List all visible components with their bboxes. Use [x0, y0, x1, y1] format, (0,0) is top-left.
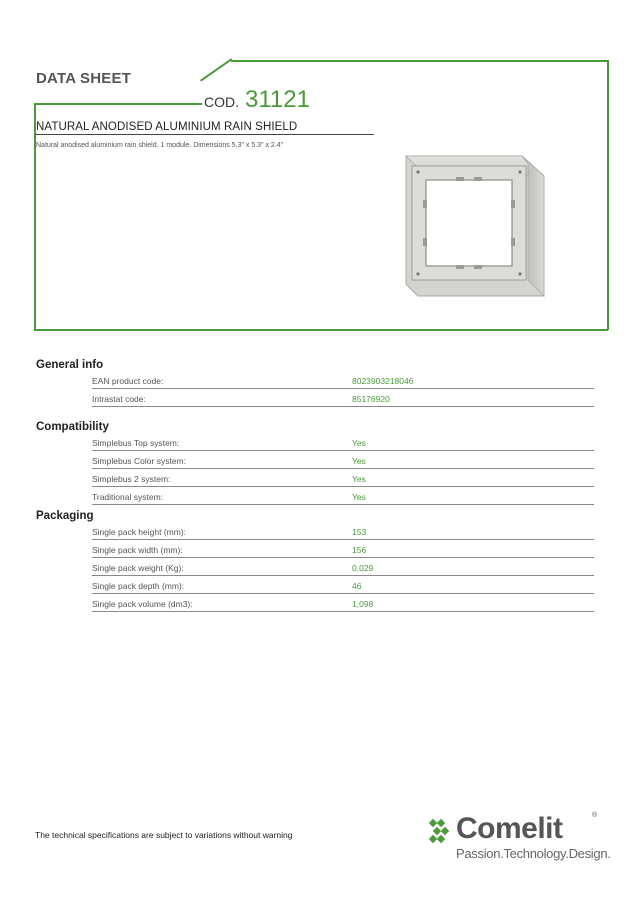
- spec-label: Simplebus Color system:: [92, 456, 187, 466]
- logo-registered-mark: ®: [592, 812, 598, 819]
- product-code: [204, 86, 310, 114]
- logo-wordmark: Comelit: [456, 812, 563, 845]
- spec-label: Single pack width (mm):: [92, 545, 183, 555]
- spec-label: Simplebus Top system:: [92, 438, 180, 448]
- product-image: [394, 150, 556, 310]
- spec-label: EAN product code:: [92, 376, 164, 386]
- spec-label: Single pack weight (Kg):: [92, 563, 184, 573]
- data-sheet-title: DATA SHEET: [36, 70, 132, 87]
- section-title: General info: [36, 359, 104, 371]
- spec-value: 156: [352, 545, 367, 555]
- frame-top-left: [34, 103, 202, 105]
- product-description: Natural anodised aluminium rain shield. 1 module. Dimensions 5.3" x 5.3" x 2.4": [36, 142, 284, 149]
- spec-value: Yes: [352, 492, 366, 502]
- spec-value: 153: [352, 527, 367, 537]
- cod-value: 31121: [245, 86, 310, 113]
- frame-top-right: [231, 60, 608, 62]
- spec-value: 1,098: [352, 599, 374, 609]
- frame-bottom: [34, 329, 608, 331]
- comelit-mark-icon: [426, 817, 456, 845]
- frame-diagonal: [200, 58, 232, 81]
- spec-row: [92, 598, 594, 612]
- spec-value: 8023903218046: [352, 376, 414, 386]
- spec-value: 0,029: [352, 563, 374, 573]
- spec-row: [92, 544, 594, 558]
- frame-left: [34, 103, 36, 330]
- footer-disclaimer: The technical specifications are subject to variations without warning: [35, 830, 293, 840]
- spec-row: [92, 393, 594, 407]
- spec-value: Yes: [352, 474, 366, 484]
- comelit-logo: [426, 812, 611, 862]
- spec-label: Single pack height (mm):: [92, 527, 187, 537]
- spec-row: [92, 473, 594, 487]
- spec-value: Yes: [352, 438, 366, 448]
- spec-row: [92, 375, 594, 389]
- spec-label: Traditional system:: [92, 492, 164, 502]
- product-title: NATURAL ANODISED ALUMINIUM RAIN SHIELD: [36, 121, 298, 133]
- spec-row: [92, 526, 594, 540]
- spec-value: 46: [352, 581, 362, 591]
- spec-label: Intrastat code:: [92, 394, 146, 404]
- spec-label: Single pack volume (dm3):: [92, 599, 193, 609]
- logo-tagline: Passion.Technology.Design.: [456, 846, 611, 861]
- cod-label: COD.: [204, 94, 239, 110]
- spec-row: [92, 455, 594, 469]
- spec-value: 85176920: [352, 394, 390, 404]
- spec-row: [92, 437, 594, 451]
- spec-label: Simplebus 2 system:: [92, 474, 171, 484]
- section-title: Packaging: [36, 510, 94, 522]
- spec-row: [92, 562, 594, 576]
- title-divider: [35, 134, 374, 135]
- spec-value: Yes: [352, 456, 366, 466]
- frame-right: [607, 60, 609, 330]
- section-title: Compatibility: [36, 421, 109, 433]
- spec-row: [92, 580, 594, 594]
- spec-row: [92, 491, 594, 505]
- spec-label: Single pack depth (mm):: [92, 581, 185, 591]
